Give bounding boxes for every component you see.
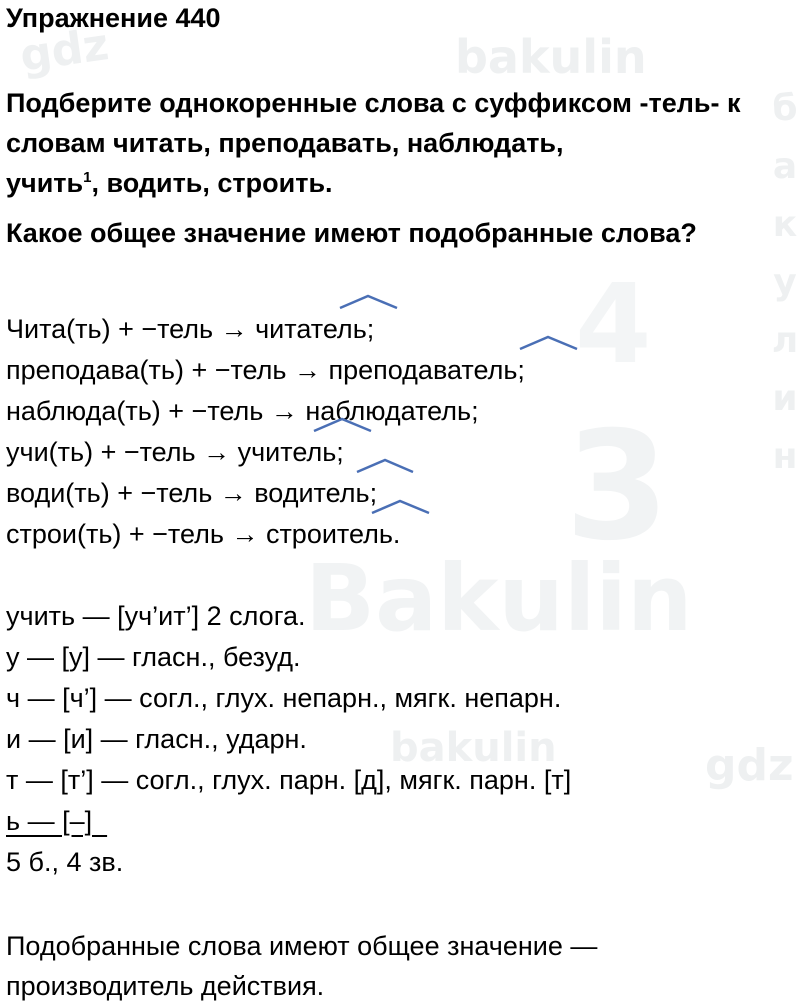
phonetics-header: учить — [уч’ит’] 2 слога. [6,601,306,631]
task-line-3-rest: , водить, строить. [91,168,333,198]
suffix-arc-2 [520,337,577,349]
watermark-vertical: б а к у л и н [771,88,799,477]
phonetics-summary: 5 б., 4 зв. [6,847,124,877]
watermark-digit-3: 3 [565,400,670,574]
suffix-arc-4 [357,460,413,472]
suffix-arc-3 [314,419,371,431]
watermark-gdz-right: gdz [705,740,794,791]
page-title: Упражнение 440 [6,3,221,33]
phonetics-row: и — [и] — гласн., ударн. [6,724,307,754]
phonetics-row: ч — [ч’] — согл., глух. непарн., мягк. непарн. [6,683,562,713]
task-line-1: Подберите однокоренные слова с суффиксом -тель- к [6,88,741,118]
task-question: Какое общее значение имеют подобранные слова? [6,218,697,248]
watermark-bakulin-large: Bakulin [305,545,693,652]
derivation-line: води(ть) + −тель → водитель; [6,478,378,508]
derivation-line: Чита(ть) + −тель → читатель; [6,314,375,344]
derivation-line: преподава(ть) + −тель → преподаватель; [6,355,525,385]
task-word-uchit: учить [6,168,84,198]
watermark-digit-4: 4 [575,260,652,388]
derivation-line: наблюда(ть) + −тель → наблюдатель; [6,396,479,426]
phonetics-row: т — [т’] — согл., глух. парн. [д], мягк. парн. [т] [6,765,572,795]
phonetics-row-soft-sign: ь — [–] [6,806,108,836]
suffix-arc-5 [372,501,429,513]
task-line-2: словам читать, преподавать, наблюдать, [6,128,564,158]
footnote-marker: 1 [83,169,92,186]
conclusion-line-1: Подобранные слова имеют общее значение — [6,931,598,961]
conclusion-line-2: производитель действия. [6,971,325,1001]
watermark-bakulin-small: bakulin [390,725,557,771]
watermark-bakulin: bakulin [455,30,647,84]
derivation-line: строи(ть) + −тель → строитель. [6,519,401,549]
derivation-line: учи(ть) + −тель → учитель; [6,437,344,467]
suffix-arc-1 [340,296,397,308]
watermark-gdz: gdz [16,19,112,82]
phonetics-row: у — [у] — гласн., безуд. [6,642,301,672]
